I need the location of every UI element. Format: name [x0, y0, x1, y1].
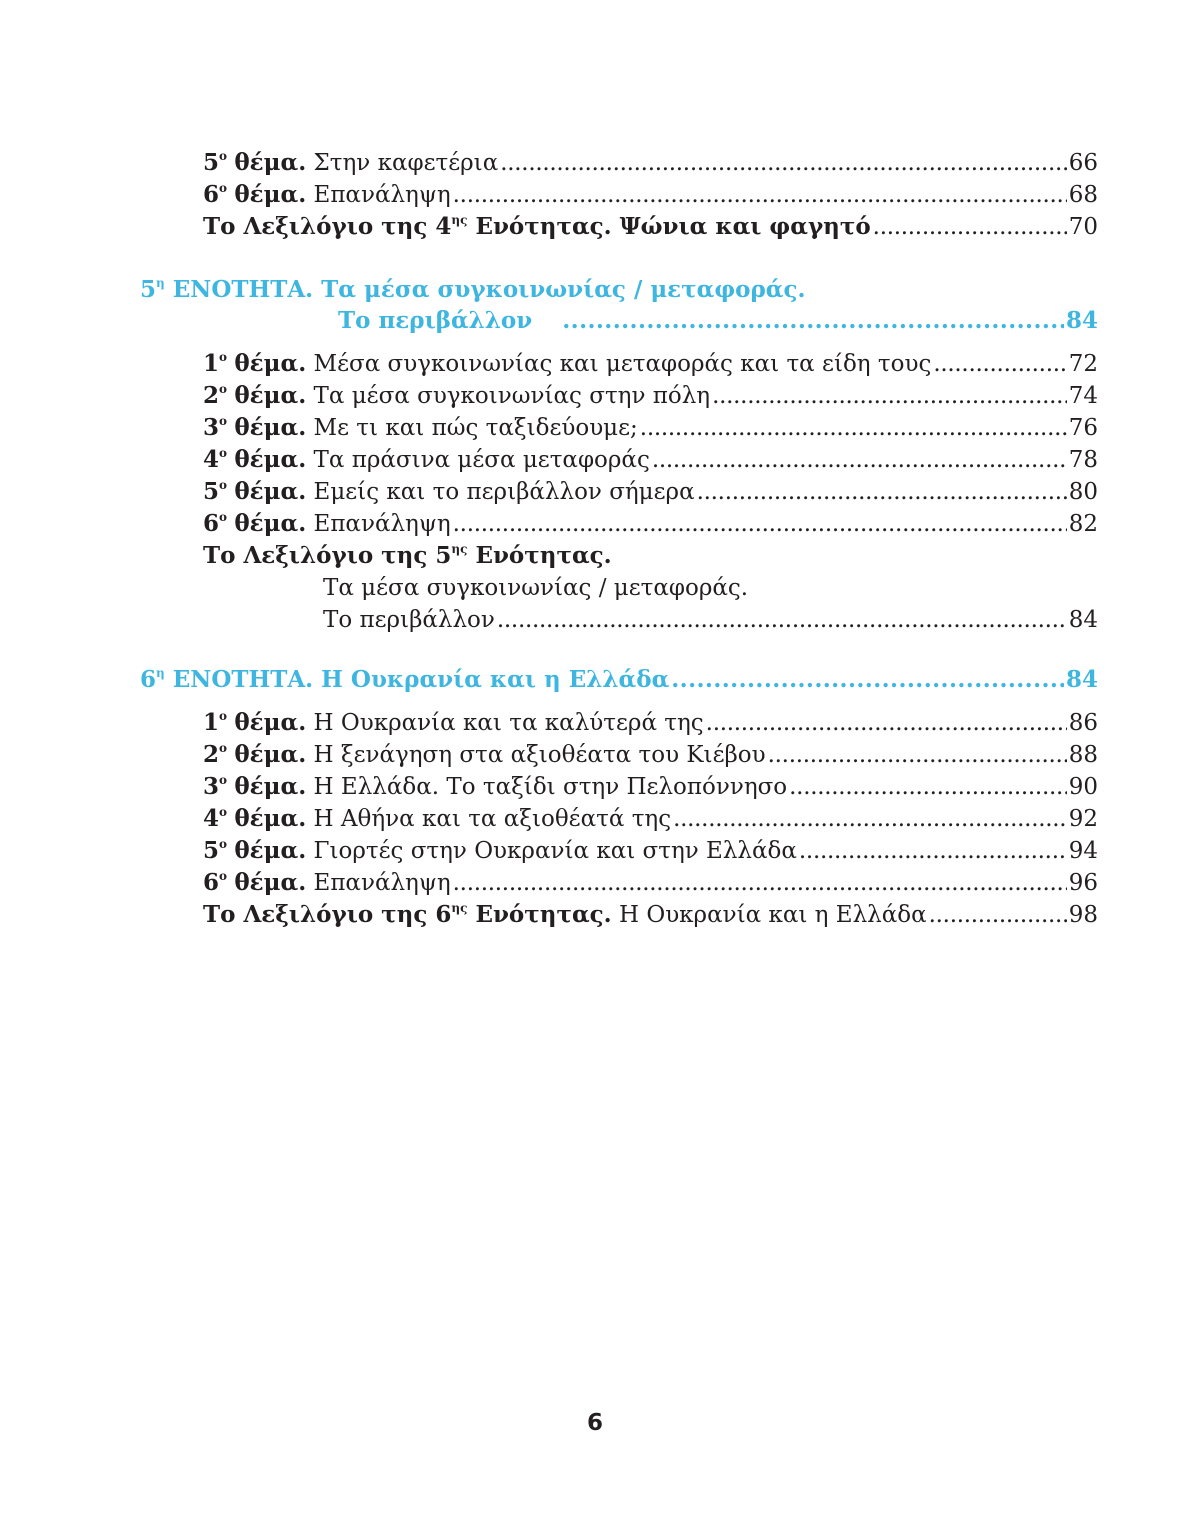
entry-page: 94	[1068, 838, 1098, 864]
entry-title: Με τι και πώς ταξιδεύουμε;	[313, 415, 638, 441]
entry-title: Γιορτές στην Ουκρανία και στην Ελλάδα	[313, 838, 797, 864]
dot-leader	[706, 707, 1067, 739]
toc-entry[interactable]	[203, 771, 1098, 803]
entry-number: $3^o$	[203, 773, 228, 800]
entry-theme-label: θέμα.	[234, 149, 307, 176]
unit-number: $6^\eta$	[140, 666, 165, 693]
unit-title: ΕΝΟΤΗΤΑ. Η Ουκρανία και η Ελλάδα	[172, 666, 670, 693]
dot-leader	[497, 604, 1067, 636]
vocab-title: Το Λεξιλόγιο της $5^{\eta\varsigma}$ Ενότητας.	[203, 542, 612, 569]
entry-number: $2^o$	[203, 741, 228, 768]
toc-entry[interactable]	[203, 444, 1098, 476]
toc-vocab-cont[interactable]	[323, 604, 1098, 636]
entry-number: $5^o$	[203, 478, 228, 505]
entry-number: $6^o$	[203, 869, 228, 896]
entry-page: 70	[1068, 214, 1098, 240]
dot-leader	[768, 739, 1067, 771]
entry-number: $4^o$	[203, 805, 228, 832]
dot-leader	[933, 348, 1066, 380]
entry-theme-label: θέμα.	[234, 446, 307, 473]
entry-theme-label: θέμα.	[234, 805, 307, 832]
unit-title-cont: Το περιβάλλον	[338, 307, 533, 334]
unit-heading-5-cont[interactable]	[338, 305, 1098, 337]
entry-page: 98	[1068, 902, 1098, 928]
entry-page: 76	[1068, 415, 1098, 441]
entry-theme-label: θέμα.	[234, 709, 307, 736]
entry-theme-label: θέμα.	[234, 869, 307, 896]
toc-vocab-entry[interactable]	[203, 211, 1098, 243]
entry-theme-label: θέμα.	[234, 837, 307, 864]
entry-title: Η Ουκρανία και τα καλύτερά της	[313, 710, 704, 736]
entry-title: Η Ελλάδα. Το ταξίδι στην Πελοπόννησο	[313, 774, 788, 800]
toc-vocab-entry[interactable]	[203, 540, 1098, 572]
toc-entry[interactable]	[203, 835, 1098, 867]
entry-theme-label: θέμα.	[234, 414, 307, 441]
entry-page: 92	[1068, 806, 1098, 832]
toc-entry[interactable]	[203, 412, 1098, 444]
toc-entry[interactable]	[203, 508, 1098, 540]
entry-title: Επανάληψη	[313, 870, 451, 896]
dot-leader	[697, 476, 1067, 508]
entry-page: 66	[1068, 150, 1098, 176]
dot-leader	[673, 803, 1067, 835]
entry-page: 88	[1068, 742, 1098, 768]
entry-page: 86	[1068, 710, 1098, 736]
entry-theme-label: θέμα.	[234, 382, 307, 409]
entry-page: 68	[1068, 182, 1098, 208]
page-number: 6	[586, 1410, 603, 1436]
vocab-subtitle: Τα μέσα συγκοινωνίας / μεταφοράς.	[323, 575, 749, 601]
toc-vocab-cont	[323, 572, 1098, 604]
toc-entry[interactable]	[203, 867, 1098, 899]
entry-page: 96	[1068, 870, 1098, 896]
toc-entry[interactable]	[203, 147, 1098, 179]
entry-title: Τα μέσα συγκοινωνίας στην πόλη	[313, 383, 711, 409]
entry-theme-label: θέμα.	[234, 350, 307, 377]
vocab-subtitle: Το περιβάλλον	[323, 607, 495, 633]
entry-number: $1^o$	[203, 709, 228, 736]
entry-number: $4^o$	[203, 446, 228, 473]
dot-leader	[789, 771, 1067, 803]
entry-title: Εμείς και το περιβάλλον σήμερα	[313, 479, 695, 505]
unit-title: ΕΝΟΤΗΤΑ. Τα μέσα συγκοινωνίας / μεταφοράς.	[172, 276, 806, 303]
entry-theme-label: θέμα.	[234, 773, 307, 800]
toc-entry[interactable]	[203, 739, 1098, 771]
toc-entry[interactable]	[203, 476, 1098, 508]
unit-heading-5[interactable]	[140, 274, 1098, 306]
unit-number: $5^\eta$	[140, 276, 165, 303]
toc-vocab-entry[interactable]	[203, 899, 1098, 931]
entry-title: Στην καφετέρια	[313, 150, 499, 176]
dot-leader	[640, 412, 1067, 444]
toc-entry[interactable]	[203, 707, 1098, 739]
unit-heading-6[interactable]	[140, 664, 1098, 696]
entry-theme-label: θέμα.	[234, 181, 307, 208]
unit-page: 84	[1065, 307, 1098, 334]
entry-theme-label: θέμα.	[234, 510, 307, 537]
dot-leader	[652, 444, 1067, 476]
dot-leader	[453, 508, 1067, 540]
dot-leader	[671, 664, 1064, 696]
entry-number: $5^o$	[203, 149, 228, 176]
vocab-subtitle: Η Ουκρανία και η Ελλάδα	[618, 902, 927, 928]
entry-page: 90	[1068, 774, 1098, 800]
unit-page: 84	[1065, 666, 1098, 693]
entry-page: 84	[1068, 607, 1098, 633]
entry-theme-label: θέμα.	[234, 741, 307, 768]
entry-number: $6^o$	[203, 181, 228, 208]
entry-theme-label: θέμα.	[234, 478, 307, 505]
entry-number: $2^o$	[203, 382, 228, 409]
dot-leader	[799, 835, 1067, 867]
entry-number: $3^o$	[203, 414, 228, 441]
toc-entry[interactable]	[203, 179, 1098, 211]
entry-title: Η Αθήνα και τα αξιοθέατά της	[313, 806, 672, 832]
entry-title: Επανάληψη	[313, 182, 451, 208]
entry-number: $1^o$	[203, 350, 228, 377]
dot-leader	[562, 305, 1064, 337]
entry-page: 82	[1068, 511, 1098, 537]
toc-entry[interactable]	[203, 348, 1098, 380]
entry-title: Η ξενάγηση στα αξιοθέατα του Κιέβου	[313, 742, 766, 768]
entry-page: 78	[1068, 447, 1098, 473]
toc-entry[interactable]	[203, 380, 1098, 412]
dot-leader	[929, 899, 1067, 931]
entry-page: 74	[1068, 383, 1098, 409]
entry-page: 72	[1068, 351, 1098, 377]
dot-leader	[500, 147, 1066, 179]
vocab-title: Το Λεξιλόγιο της $4^{\eta\varsigma}$ Ενότητας. Ψώνια και φαγητό	[203, 213, 871, 240]
vocab-title: Το Λεξιλόγιο της $6^{\eta\varsigma}$ Ενότητας.	[203, 901, 612, 928]
dot-leader	[453, 867, 1067, 899]
entry-title: Τα πράσινα μέσα μεταφοράς	[313, 447, 650, 473]
entry-title: Επανάληψη	[313, 511, 451, 537]
dot-leader	[712, 380, 1067, 412]
dot-leader	[873, 211, 1067, 243]
entry-page: 80	[1068, 479, 1098, 505]
entry-title: Μέσα συγκοινωνίας και μεταφοράς και τα είδη τους	[313, 351, 932, 377]
entry-number: $6^o$	[203, 510, 228, 537]
entry-number: $5^o$	[203, 837, 228, 864]
dot-leader	[453, 179, 1067, 211]
toc-entry[interactable]	[203, 803, 1098, 835]
